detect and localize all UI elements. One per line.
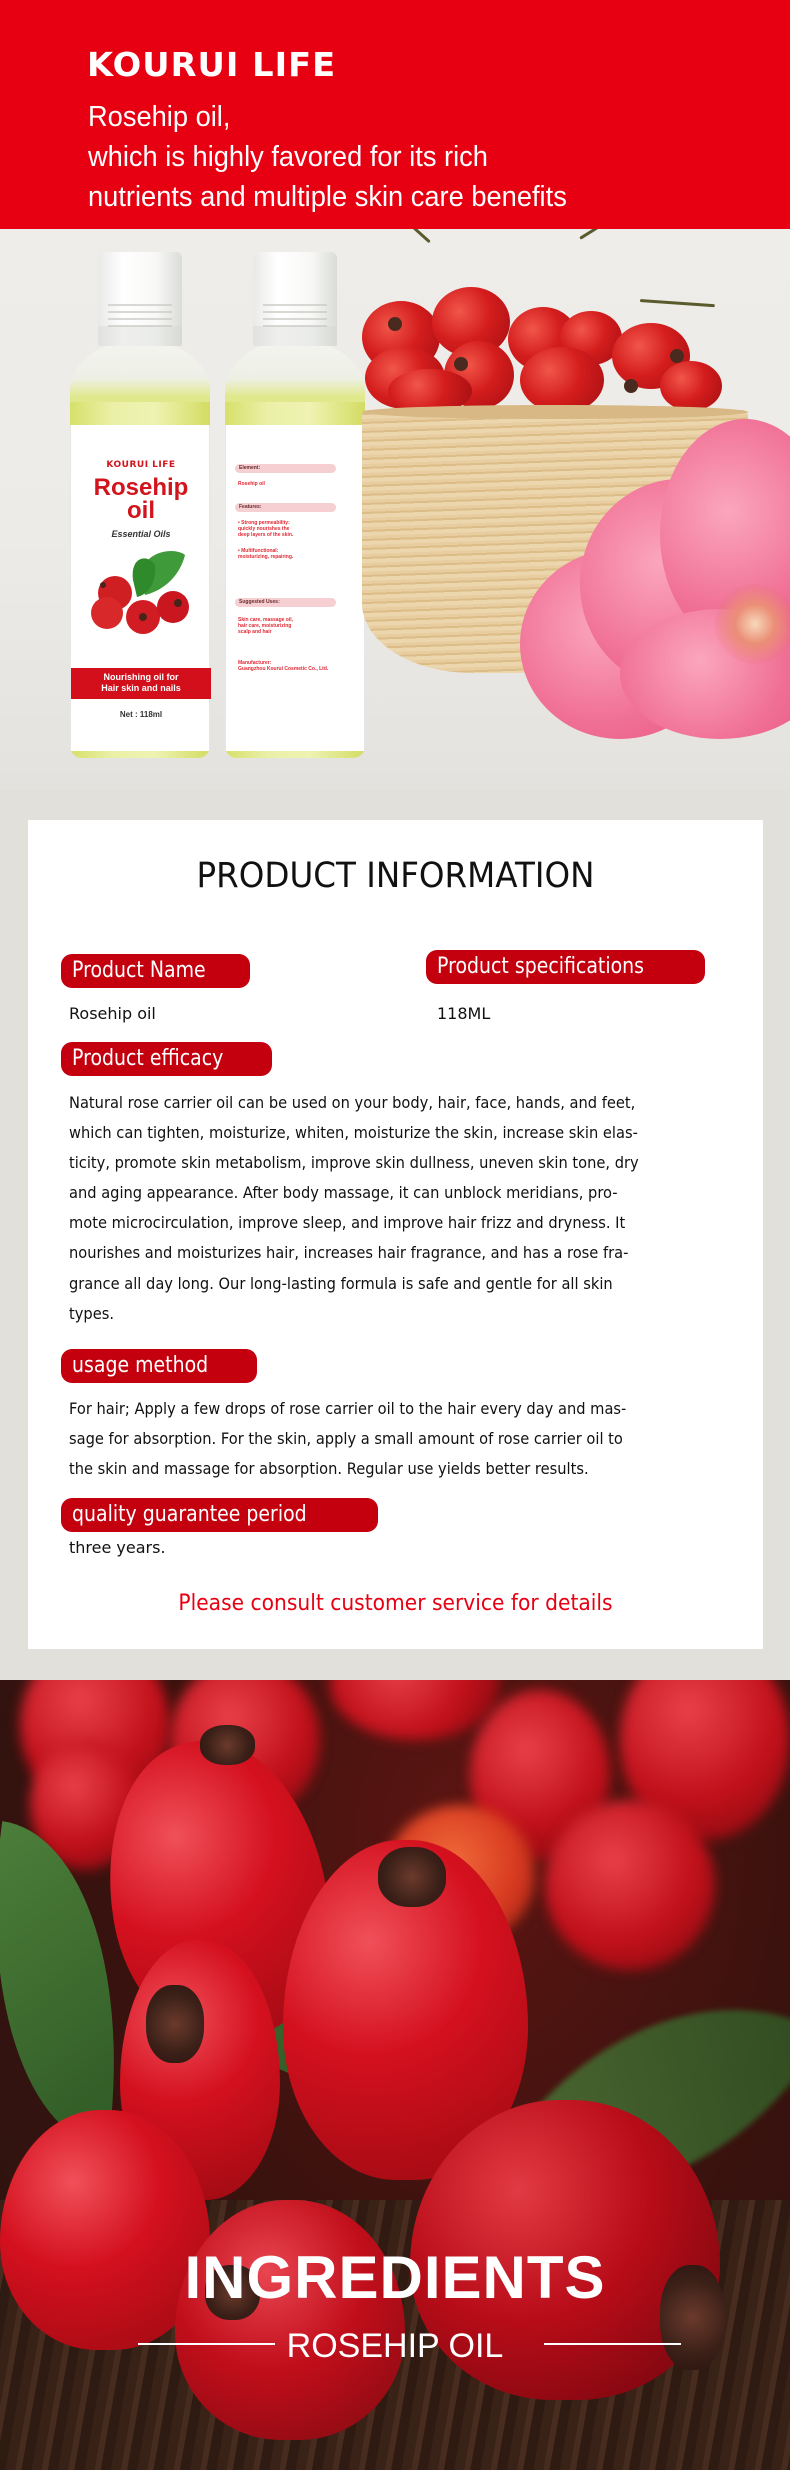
consult-customer-service-note: Please consult customer service for details: [178, 1591, 613, 1616]
label-text-line: Guangzhou Kourui Cosmetic Co., Ltd.: [238, 666, 329, 672]
paragraph-line: grance all day long. Our long-lasting formula is safe and gentle for all skin: [69, 1273, 613, 1293]
product-specifications-value: 118ML: [437, 1004, 491, 1023]
product-photo: [0, 229, 790, 790]
paragraph-line: and aging appearance. After body massage, it can unblock meridians, pro-: [69, 1183, 618, 1203]
label-text-line: • Strong permeability:: [238, 520, 290, 526]
pill-text: quality guarantee period: [72, 1502, 307, 1527]
label-band-line: Hair skin and nails: [101, 683, 181, 693]
tagline-line: Rosehip oil,: [88, 101, 231, 133]
label-feature-2: [238, 548, 358, 560]
paragraph-line: ticity, promote skin metabolism, improve skin dullness, uneven skin tone, dry: [69, 1153, 639, 1173]
tagline-line: nutrients and multiple skin care benefits: [88, 181, 567, 213]
label-uses: [238, 617, 358, 635]
label-text-line: deep layers of the skin.: [238, 532, 294, 538]
usage-method-label: [61, 1349, 257, 1383]
bottle-cap: [253, 252, 337, 346]
label-net-volume: Net : 118ml: [119, 710, 163, 719]
info-title: PRODUCT INFORMATION: [196, 856, 595, 896]
bottle-cap: [98, 252, 182, 346]
label-uses-heading: Suggested Uses：: [235, 598, 336, 607]
tagline-line: which is highly favored for its rich: [88, 141, 488, 173]
front-bottle-image: [70, 252, 210, 758]
paragraph-line: mote microcirculation, improve sleep, and improve hair frizz and dryness. It: [69, 1213, 626, 1233]
paragraph-line: the skin and massage for absorption. Regular use yields better results.: [69, 1459, 589, 1479]
label-band: [71, 668, 211, 699]
pill-text: Product Name: [72, 958, 206, 983]
bowl-rim: [362, 405, 748, 419]
label-text-line: quickly nourishes the: [238, 526, 290, 532]
back-bottle-image: [225, 252, 365, 758]
paragraph-line: types.: [69, 1303, 114, 1323]
label-band-line: Nourishing oil for: [103, 672, 179, 682]
flower-stamen: [715, 584, 790, 664]
ingredients-photo: [0, 1680, 790, 2470]
label-element-value: Rosehip oil: [238, 481, 265, 487]
front-label: [70, 425, 210, 751]
hero-header: [0, 0, 790, 229]
hero-tagline: [88, 97, 597, 217]
label-text-line: scalp and hair: [238, 629, 272, 635]
label-text-line: Skin care, massage oil,: [238, 617, 294, 623]
paragraph-line: For hair; Apply a few drops of rose carrier oil to the hair every day and mas-: [69, 1399, 627, 1418]
product-efficacy-label: [61, 1042, 272, 1076]
label-title-line: oil: [127, 497, 155, 524]
quality-guarantee-label: [61, 1498, 378, 1532]
product-specifications-label: [426, 950, 705, 984]
paragraph-line: sage for absorption. For the skin, apply a small amount of rose carrier oil to: [69, 1429, 623, 1449]
rosehip-berry: [175, 2200, 405, 2440]
label-features-heading: Features:: [235, 503, 336, 512]
product-info-card: [28, 820, 763, 1649]
pill-text: Product efficacy: [72, 1046, 224, 1071]
label-title-line: Rosehip: [93, 474, 189, 501]
rosehip-illustration-icon: [85, 545, 197, 635]
quality-guarantee-value: three years.: [69, 1538, 166, 1557]
pill-text: Product specifications: [437, 954, 645, 979]
back-label: [225, 425, 365, 751]
paragraph-line: which can tighten, moisturize, whiten, moisturize the skin, increase skin elas-: [69, 1123, 638, 1143]
product-name-label: [61, 954, 250, 988]
ingredients-title: INGREDIENTS: [184, 2244, 606, 2311]
ingredients-subtitle: ROSEHIP OIL: [286, 2327, 504, 2365]
label-element-heading: Element:: [235, 464, 336, 473]
label-text-line: Manufacturer:: [238, 660, 272, 666]
product-name-value: Rosehip oil: [69, 1004, 156, 1023]
label-text-line: moisturizing, repairing.: [238, 554, 294, 560]
label-text-line: • Multifunctional:: [238, 548, 279, 554]
brand-logo: KOURUI LIFE: [87, 45, 337, 84]
paragraph-line: nourishes and moisturizes hair, increases hair fragrance, and has a rose fra-: [69, 1243, 629, 1263]
label-feature-1: [238, 520, 358, 538]
pill-text: usage method: [72, 1353, 209, 1378]
product-efficacy-text: [69, 1088, 749, 1329]
paragraph-line: Natural rose carrier oil can be used on your body, hair, face, hands, and feet,: [69, 1093, 636, 1112]
rose-flower-image: [520, 419, 790, 739]
label-brand: KOURUI LIFE: [106, 460, 176, 470]
label-subtitle: Essential Oils: [111, 529, 171, 539]
label-text-line: hair care, moisturizing: [238, 623, 292, 629]
label-title: [71, 476, 211, 522]
label-manufacturer: [238, 660, 358, 672]
usage-method-text: [69, 1394, 749, 1484]
divider-line-right: [544, 2343, 681, 2345]
